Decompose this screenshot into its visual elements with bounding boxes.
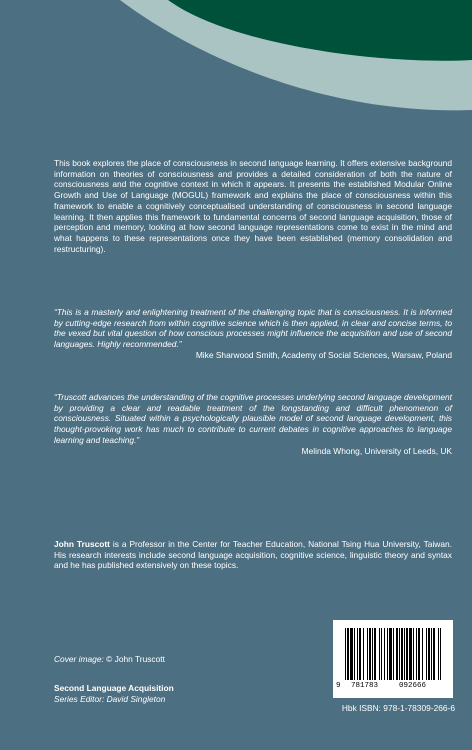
barcode-bar: [401, 628, 403, 680]
author-bio: [54, 539, 452, 571]
top-decoration: [0, 0, 472, 150]
barcode-bar: [409, 628, 412, 680]
barcode-bar: [367, 628, 368, 680]
barcode-bar: [357, 628, 358, 680]
barcode-bar: [389, 628, 392, 680]
review-1-text: “This is a masterly and enlightening treatment of the challenging topic that is consciousness. It is informed by cutting-edge research from within cognitive science which is then applied, in clear and concise terms, to the vexed but vital question of how conscious processes might influence the acquisition and use of second languages. Highly recommended.”: [54, 307, 452, 350]
barcode-bar: [404, 628, 405, 680]
review-quote-2: [54, 392, 452, 456]
barcode-bar: [387, 628, 388, 680]
barcode-bar: [418, 628, 420, 680]
barcode-bar: [426, 628, 427, 680]
review-2-attribution: Melinda Whong, University of Leeds, UK: [301, 445, 452, 456]
barcode-group-1: 781783: [351, 682, 379, 690]
series-name: Second Language Acquisition: [54, 683, 174, 693]
review-1-attribution: Mike Sharwood Smith, Academy of Social Sciences, Warsaw, Poland: [195, 349, 452, 360]
barcode-bar: [384, 628, 385, 680]
barcode-bar: [347, 628, 349, 680]
barcode-bar: [345, 628, 346, 680]
barcode-bar: [428, 628, 430, 680]
series-info: [54, 683, 174, 705]
cover-image-owner: © John Truscott: [106, 654, 165, 664]
barcode-bar: [354, 628, 355, 680]
barcode-group-2: 092666: [399, 682, 427, 690]
barcode-bar: [440, 628, 441, 680]
series-editor: Series Editor: David Singleton: [54, 694, 166, 704]
barcode-bar: [413, 628, 414, 680]
cover-image-label: Cover image:: [54, 654, 104, 664]
isbn: Hbk ISBN: 978-1-78309-266-6: [341, 703, 455, 713]
barcode-bar: [369, 628, 371, 680]
author-bio-text: is a Professor in the Center for Teacher Education, National Tsing Hua University, Taiwan. His research interests include second language acquisition, cognitive science, linguistic theory and syntax and he has published extensively on these topics.: [54, 539, 452, 571]
barcode-bar: [406, 628, 408, 680]
barcode-bar: [363, 628, 364, 680]
barcode-bar: [393, 628, 394, 680]
cover-image-credit: [54, 654, 165, 664]
barcode-bar: [422, 628, 423, 680]
barcode-bar: [381, 628, 382, 680]
barcode-left-digit: 9: [336, 682, 341, 690]
review-quote-1: [54, 307, 452, 361]
review-2-text: “Truscott advances the understanding of the cognitive processes underlying second language development by providing a clear and readable treatment of the longstanding and difficult phenomenon of consciousness. Situated within a psychologically plausible model of second language development, this thought-provoking work has much to contribute to current debates in cognitive approaches to language learning and teaching.”: [54, 392, 452, 445]
barcode: [333, 620, 453, 698]
barcode-bar: [379, 628, 380, 680]
barcode-bar: [399, 628, 400, 680]
barcode-bar: [438, 628, 439, 680]
barcode-bar: [396, 628, 398, 680]
barcode-bars: [345, 628, 441, 682]
barcode-bar: [359, 628, 361, 680]
book-description: This book explores the place of consciousness in second language learning. It offers extensive background information on theories of consciousness and provides a detailed consideration of both the nature of consciousness and the cognitive context in which it appears. It presents the established Modular Online Growth and Use of Language (MOGUL) framework and explains the place of consciousness within this framework to enable a cognitively conceptualised understanding of consciousness in second language learning. It then applies this framework to fundamental concerns of second language acquisition, those of perception and memory, looking at how second language representations come to exist in the mind and what happens to these representations once they have been established (memory consolidation and restructuring).: [54, 158, 452, 254]
barcode-bar: [350, 628, 353, 680]
barcode-bar: [431, 628, 432, 680]
barcode-bar: [374, 628, 376, 680]
barcode-bar: [416, 628, 417, 680]
author-name: John Truscott: [54, 539, 110, 549]
barcode-bar: [433, 628, 435, 680]
barcode-bar: [372, 628, 373, 680]
